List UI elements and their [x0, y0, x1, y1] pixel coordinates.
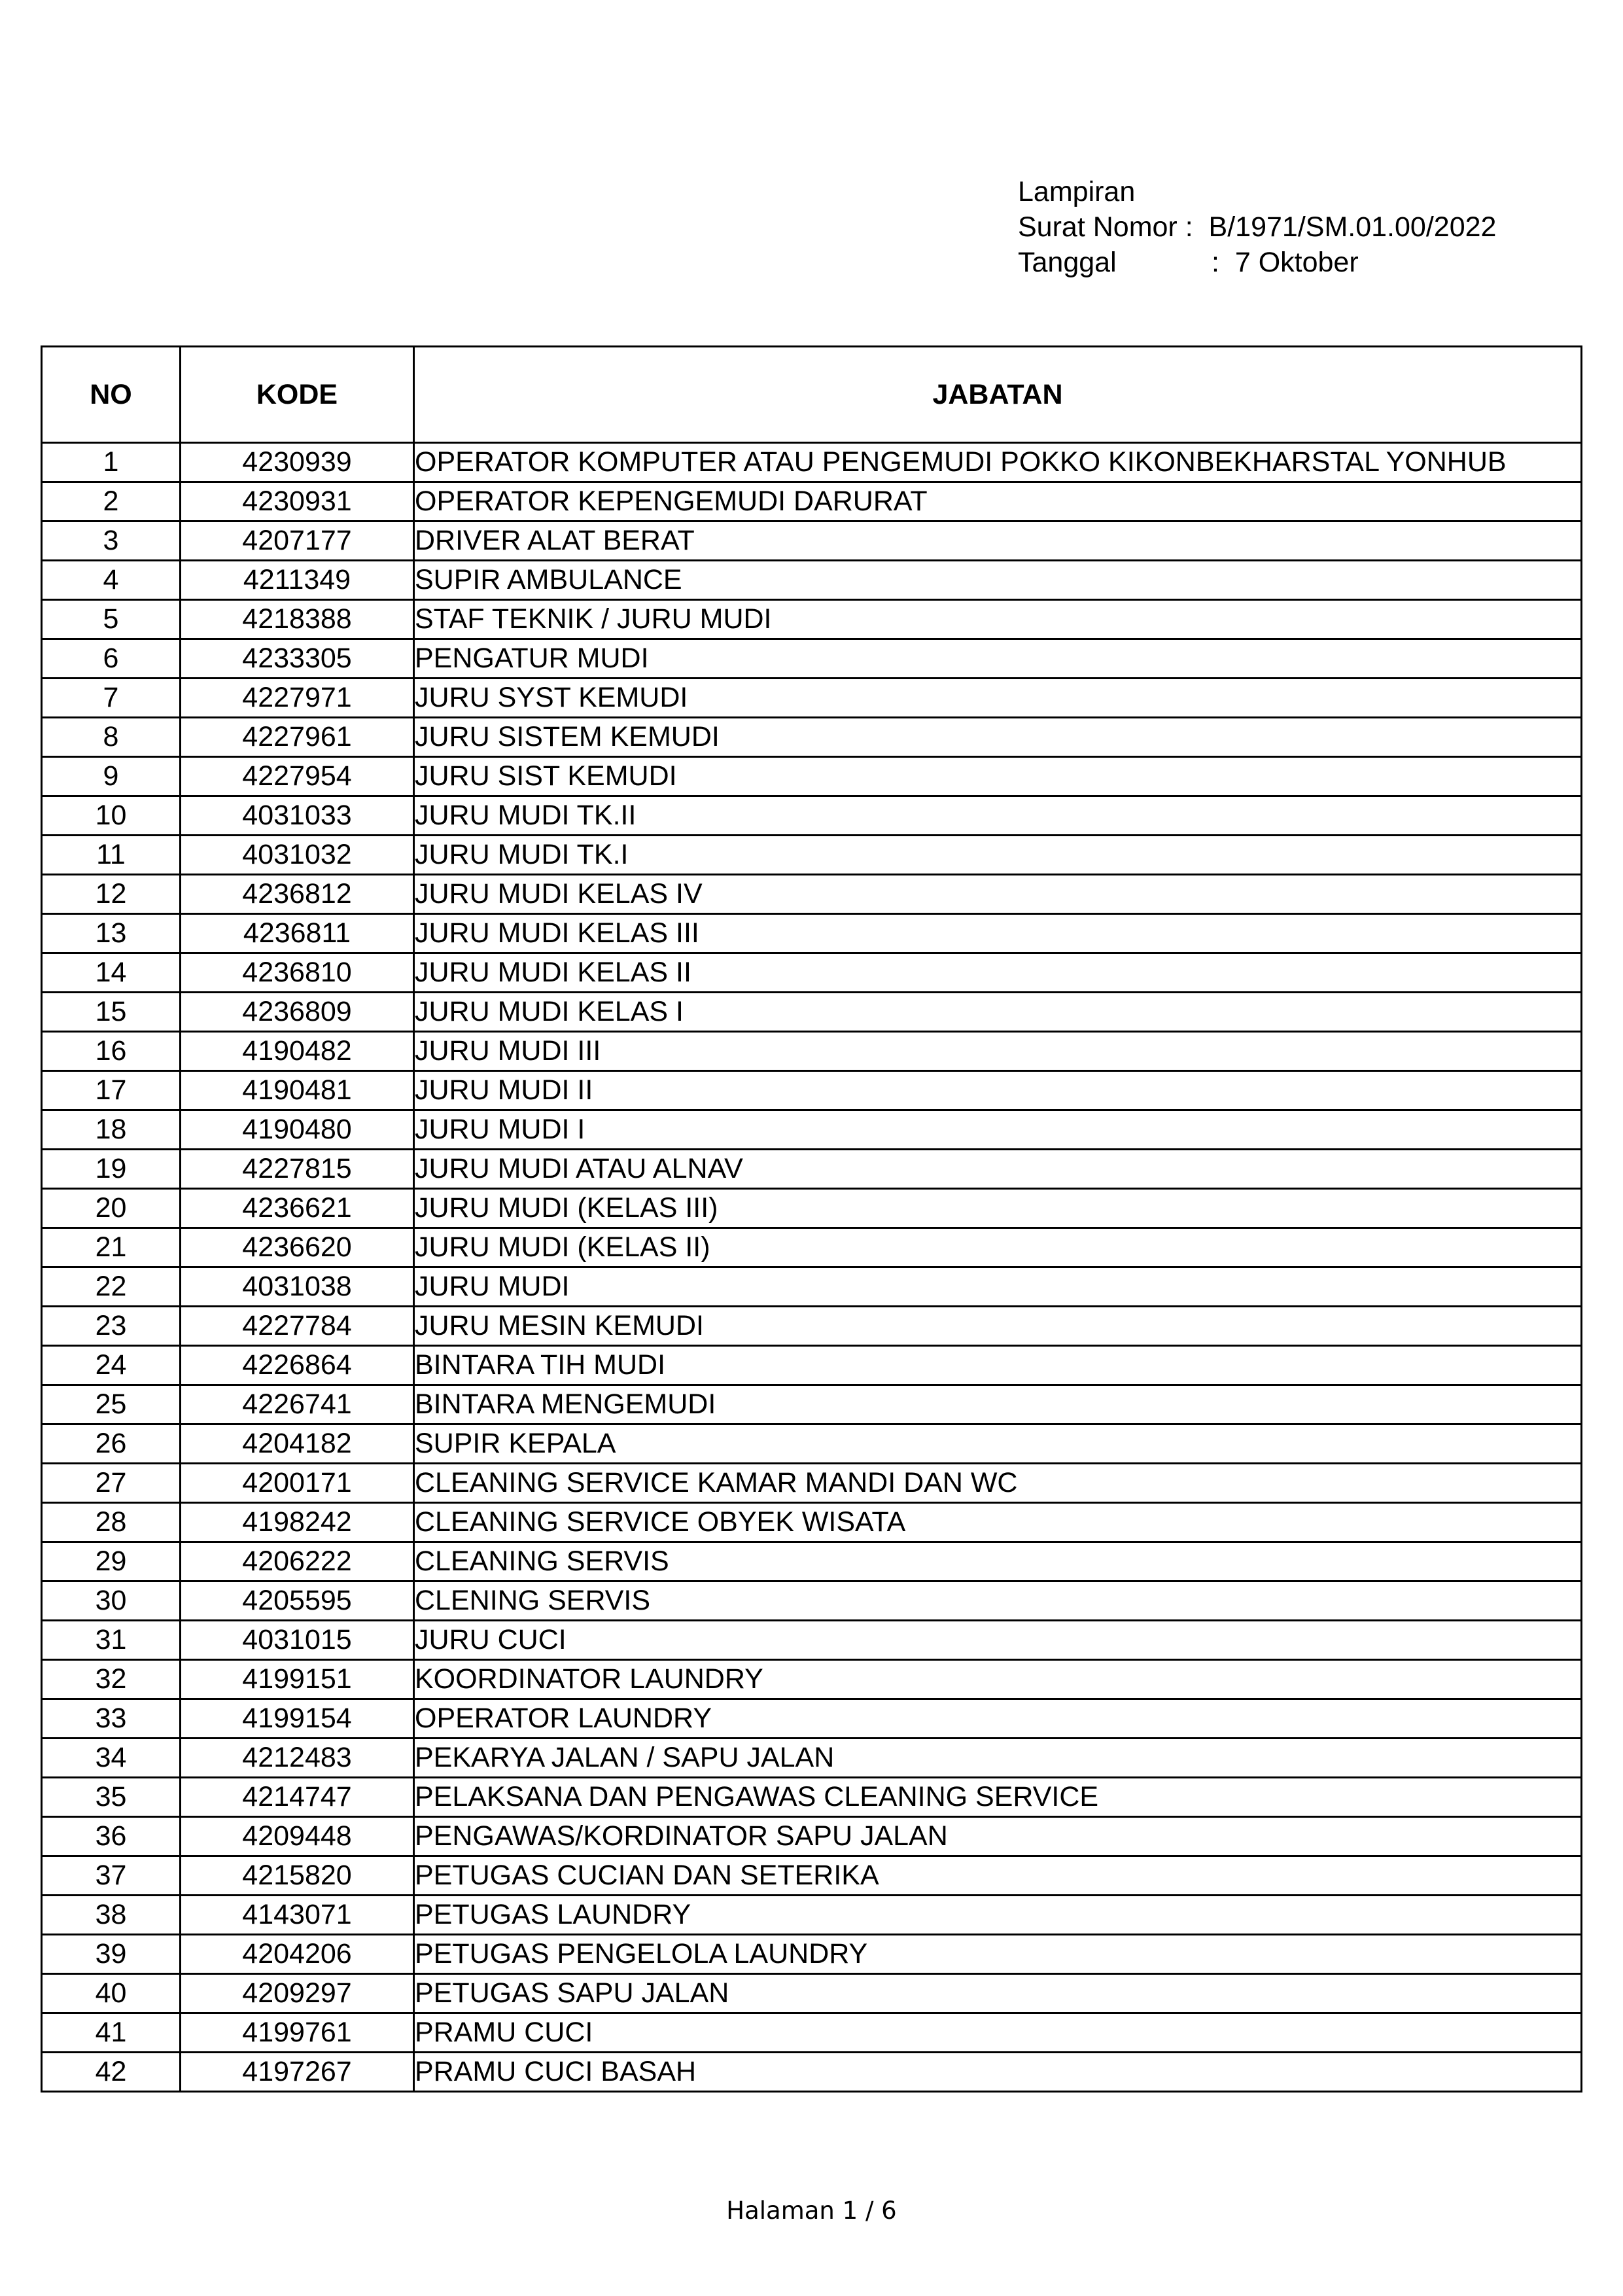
row-kode-cell: 4204206: [181, 1935, 414, 1974]
table-row: [42, 875, 1582, 914]
row-no-cell: 29: [42, 1542, 181, 1581]
table-row: [42, 1503, 1582, 1542]
row-no-cell: 18: [42, 1110, 181, 1150]
row-no-cell: 21: [42, 1228, 181, 1267]
row-kode-cell: 4190481: [181, 1071, 414, 1110]
row-kode-cell: 4236811: [181, 914, 414, 953]
table-row: [42, 1150, 1582, 1189]
row-kode-cell: 4236621: [181, 1189, 414, 1228]
row-jabatan-cell: CLENING SERVIS: [414, 1581, 1582, 1621]
row-kode-cell: 4198242: [181, 1503, 414, 1542]
row-kode-cell: 4236810: [181, 953, 414, 993]
row-no-cell: 33: [42, 1699, 181, 1739]
row-jabatan-cell: BINTARA TIH MUDI: [414, 1346, 1582, 1385]
row-no-cell: 26: [42, 1424, 181, 1464]
row-jabatan-cell: JURU MUDI TK.II: [414, 796, 1582, 836]
row-jabatan-cell: CLEANING SERVIS: [414, 1542, 1582, 1581]
row-kode-cell: 4206222: [181, 1542, 414, 1581]
column-header-kode: KODE: [181, 347, 414, 443]
tanggal-line: [1018, 245, 1496, 280]
row-jabatan-cell: JURU MUDI II: [414, 1071, 1582, 1110]
row-kode-cell: 4230939: [181, 443, 414, 482]
row-kode-cell: 4236809: [181, 993, 414, 1032]
table-row: [42, 521, 1582, 561]
row-no-cell: 6: [42, 639, 181, 679]
table-row: [42, 1464, 1582, 1503]
row-kode-cell: 4226864: [181, 1346, 414, 1385]
row-no-cell: 10: [42, 796, 181, 836]
row-no-cell: 24: [42, 1346, 181, 1385]
row-jabatan-cell: JURU SYST KEMUDI: [414, 679, 1582, 718]
lampiran-line: [1018, 174, 1496, 209]
table-row: [42, 1660, 1582, 1699]
letter-header: [1018, 174, 1496, 280]
row-jabatan-cell: JURU CUCI: [414, 1621, 1582, 1660]
row-jabatan-cell: JURU SISTEM KEMUDI: [414, 718, 1582, 757]
surat-nomor-label: Surat Nomor: [1018, 211, 1178, 243]
row-jabatan-cell: JURU MUDI KELAS I: [414, 993, 1582, 1032]
row-no-cell: 8: [42, 718, 181, 757]
table-row: [42, 679, 1582, 718]
table-header-row: [42, 347, 1582, 443]
row-jabatan-cell: JURU MESIN KEMUDI: [414, 1307, 1582, 1346]
table-row: [42, 2013, 1582, 2053]
row-no-cell: 22: [42, 1267, 181, 1307]
row-no-cell: 37: [42, 1856, 181, 1896]
table-row: [42, 561, 1582, 600]
row-jabatan-cell: PEKARYA JALAN / SAPU JALAN: [414, 1739, 1582, 1778]
row-jabatan-cell: JURU MUDI: [414, 1267, 1582, 1307]
row-kode-cell: 4197267: [181, 2053, 414, 2092]
row-no-cell: 15: [42, 993, 181, 1032]
row-no-cell: 36: [42, 1817, 181, 1856]
row-kode-cell: 4209297: [181, 1974, 414, 2013]
row-no-cell: 25: [42, 1385, 181, 1424]
row-no-cell: 2: [42, 482, 181, 521]
row-kode-cell: 4031015: [181, 1621, 414, 1660]
row-kode-cell: 4190480: [181, 1110, 414, 1150]
table-row: [42, 1071, 1582, 1110]
tanggal-separator: :: [1212, 247, 1235, 278]
table-row: [42, 1385, 1582, 1424]
row-jabatan-cell: STAF TEKNIK / JURU MUDI: [414, 600, 1582, 639]
row-jabatan-cell: DRIVER ALAT BERAT: [414, 521, 1582, 561]
row-jabatan-cell: JURU SIST KEMUDI: [414, 757, 1582, 796]
table-body: [42, 443, 1582, 2092]
row-no-cell: 13: [42, 914, 181, 953]
row-no-cell: 34: [42, 1739, 181, 1778]
row-jabatan-cell: SUPIR KEPALA: [414, 1424, 1582, 1464]
row-kode-cell: 4209448: [181, 1817, 414, 1856]
row-kode-cell: 4211349: [181, 561, 414, 600]
row-no-cell: 19: [42, 1150, 181, 1189]
row-kode-cell: 4226741: [181, 1385, 414, 1424]
row-kode-cell: 4199154: [181, 1699, 414, 1739]
column-header-no: NO: [42, 347, 181, 443]
table-row: [42, 2053, 1582, 2092]
row-kode-cell: 4205595: [181, 1581, 414, 1621]
table-row: [42, 1817, 1582, 1856]
row-no-cell: 27: [42, 1464, 181, 1503]
row-kode-cell: 4031038: [181, 1267, 414, 1307]
row-jabatan-cell: OPERATOR KEPENGEMUDI DARURAT: [414, 482, 1582, 521]
row-kode-cell: 4031033: [181, 796, 414, 836]
row-jabatan-cell: JURU MUDI (KELAS II): [414, 1228, 1582, 1267]
table-row: [42, 1621, 1582, 1660]
surat-nomor-line: [1018, 209, 1496, 245]
table-row: [42, 1739, 1582, 1778]
row-no-cell: 9: [42, 757, 181, 796]
row-no-cell: 28: [42, 1503, 181, 1542]
row-jabatan-cell: PETUGAS SAPU JALAN: [414, 1974, 1582, 2013]
table-row: [42, 1424, 1582, 1464]
table-row: [42, 1032, 1582, 1071]
table-row: [42, 1699, 1582, 1739]
row-jabatan-cell: JURU MUDI I: [414, 1110, 1582, 1150]
table-row: [42, 443, 1582, 482]
jabatan-table: [41, 345, 1582, 2093]
table-row: [42, 1856, 1582, 1896]
row-kode-cell: 4236620: [181, 1228, 414, 1267]
table-row: [42, 639, 1582, 679]
row-kode-cell: 4227784: [181, 1307, 414, 1346]
table-row: [42, 1189, 1582, 1228]
row-kode-cell: 4218388: [181, 600, 414, 639]
row-jabatan-cell: KOORDINATOR LAUNDRY: [414, 1660, 1582, 1699]
row-jabatan-cell: SUPIR AMBULANCE: [414, 561, 1582, 600]
row-jabatan-cell: JURU MUDI ATAU ALNAV: [414, 1150, 1582, 1189]
row-jabatan-cell: BINTARA MENGEMUDI: [414, 1385, 1582, 1424]
row-kode-cell: 4227815: [181, 1150, 414, 1189]
row-no-cell: 11: [42, 836, 181, 875]
row-kode-cell: 4200171: [181, 1464, 414, 1503]
row-no-cell: 3: [42, 521, 181, 561]
row-no-cell: 35: [42, 1778, 181, 1817]
row-no-cell: 14: [42, 953, 181, 993]
row-kode-cell: 4031032: [181, 836, 414, 875]
row-no-cell: 42: [42, 2053, 181, 2092]
row-kode-cell: 4215820: [181, 1856, 414, 1896]
table-row: [42, 1935, 1582, 1974]
row-jabatan-cell: PETUGAS LAUNDRY: [414, 1896, 1582, 1935]
row-kode-cell: 4233305: [181, 639, 414, 679]
row-kode-cell: 4230931: [181, 482, 414, 521]
row-no-cell: 40: [42, 1974, 181, 2013]
table-row: [42, 1110, 1582, 1150]
column-header-jabatan: JABATAN: [414, 347, 1582, 443]
row-no-cell: 31: [42, 1621, 181, 1660]
table-row: [42, 1778, 1582, 1817]
row-jabatan-cell: JURU MUDI KELAS IV: [414, 875, 1582, 914]
table-row: [42, 1346, 1582, 1385]
table-row: [42, 1581, 1582, 1621]
row-kode-cell: 4227961: [181, 718, 414, 757]
row-kode-cell: 4207177: [181, 521, 414, 561]
row-no-cell: 17: [42, 1071, 181, 1110]
row-jabatan-cell: CLEANING SERVICE KAMAR MANDI DAN WC: [414, 1464, 1582, 1503]
row-jabatan-cell: JURU MUDI TK.I: [414, 836, 1582, 875]
table-row: [42, 1307, 1582, 1346]
row-jabatan-cell: PENGAWAS/KORDINATOR SAPU JALAN: [414, 1817, 1582, 1856]
table-row: [42, 1542, 1582, 1581]
row-no-cell: 23: [42, 1307, 181, 1346]
row-jabatan-cell: PELAKSANA DAN PENGAWAS CLEANING SERVICE: [414, 1778, 1582, 1817]
table-row: [42, 757, 1582, 796]
row-kode-cell: 4227954: [181, 757, 414, 796]
row-jabatan-cell: PRAMU CUCI BASAH: [414, 2053, 1582, 2092]
table-row: [42, 718, 1582, 757]
row-no-cell: 38: [42, 1896, 181, 1935]
row-kode-cell: 4227971: [181, 679, 414, 718]
table-row: [42, 1267, 1582, 1307]
row-jabatan-cell: PRAMU CUCI: [414, 2013, 1582, 2053]
table-row: [42, 1974, 1582, 2013]
row-no-cell: 4: [42, 561, 181, 600]
row-jabatan-cell: JURU MUDI III: [414, 1032, 1582, 1071]
row-kode-cell: 4199151: [181, 1660, 414, 1699]
table-row: [42, 953, 1582, 993]
table-row: [42, 482, 1582, 521]
table-row: [42, 796, 1582, 836]
row-no-cell: 5: [42, 600, 181, 639]
table-row: [42, 600, 1582, 639]
row-no-cell: 20: [42, 1189, 181, 1228]
row-no-cell: 7: [42, 679, 181, 718]
row-no-cell: 16: [42, 1032, 181, 1071]
lampiran-label: Lampiran: [1018, 176, 1136, 207]
row-no-cell: 41: [42, 2013, 181, 2053]
row-kode-cell: 4199761: [181, 2013, 414, 2053]
row-jabatan-cell: OPERATOR LAUNDRY: [414, 1699, 1582, 1739]
tanggal-label: Tanggal: [1018, 247, 1117, 278]
table-row: [42, 993, 1582, 1032]
row-jabatan-cell: CLEANING SERVICE OBYEK WISATA: [414, 1503, 1582, 1542]
row-kode-cell: 4143071: [181, 1896, 414, 1935]
row-no-cell: 1: [42, 443, 181, 482]
page-number: Halaman 1 / 6: [726, 2197, 897, 2225]
table-row: [42, 914, 1582, 953]
surat-nomor-value: B/1971/SM.01.00/2022: [1208, 211, 1497, 243]
row-kode-cell: 4190482: [181, 1032, 414, 1071]
row-jabatan-cell: JURU MUDI (KELAS III): [414, 1189, 1582, 1228]
row-kode-cell: 4236812: [181, 875, 414, 914]
table-row: [42, 1896, 1582, 1935]
table-row: [42, 836, 1582, 875]
row-jabatan-cell: OPERATOR KOMPUTER ATAU PENGEMUDI POKKO KIKONBEKHARSTAL YONHUB: [414, 443, 1582, 482]
row-jabatan-cell: PETUGAS CUCIAN DAN SETERIKA: [414, 1856, 1582, 1896]
row-kode-cell: 4212483: [181, 1739, 414, 1778]
row-no-cell: 12: [42, 875, 181, 914]
row-no-cell: 32: [42, 1660, 181, 1699]
row-jabatan-cell: JURU MUDI KELAS III: [414, 914, 1582, 953]
tanggal-value: 7 Oktober: [1234, 247, 1359, 278]
row-kode-cell: 4214747: [181, 1778, 414, 1817]
row-no-cell: 30: [42, 1581, 181, 1621]
table-row: [42, 1228, 1582, 1267]
row-jabatan-cell: PETUGAS PENGELOLA LAUNDRY: [414, 1935, 1582, 1974]
row-no-cell: 39: [42, 1935, 181, 1974]
surat-nomor-separator: :: [1177, 211, 1209, 243]
row-jabatan-cell: JURU MUDI KELAS II: [414, 953, 1582, 993]
row-kode-cell: 4204182: [181, 1424, 414, 1464]
row-jabatan-cell: PENGATUR MUDI: [414, 639, 1582, 679]
